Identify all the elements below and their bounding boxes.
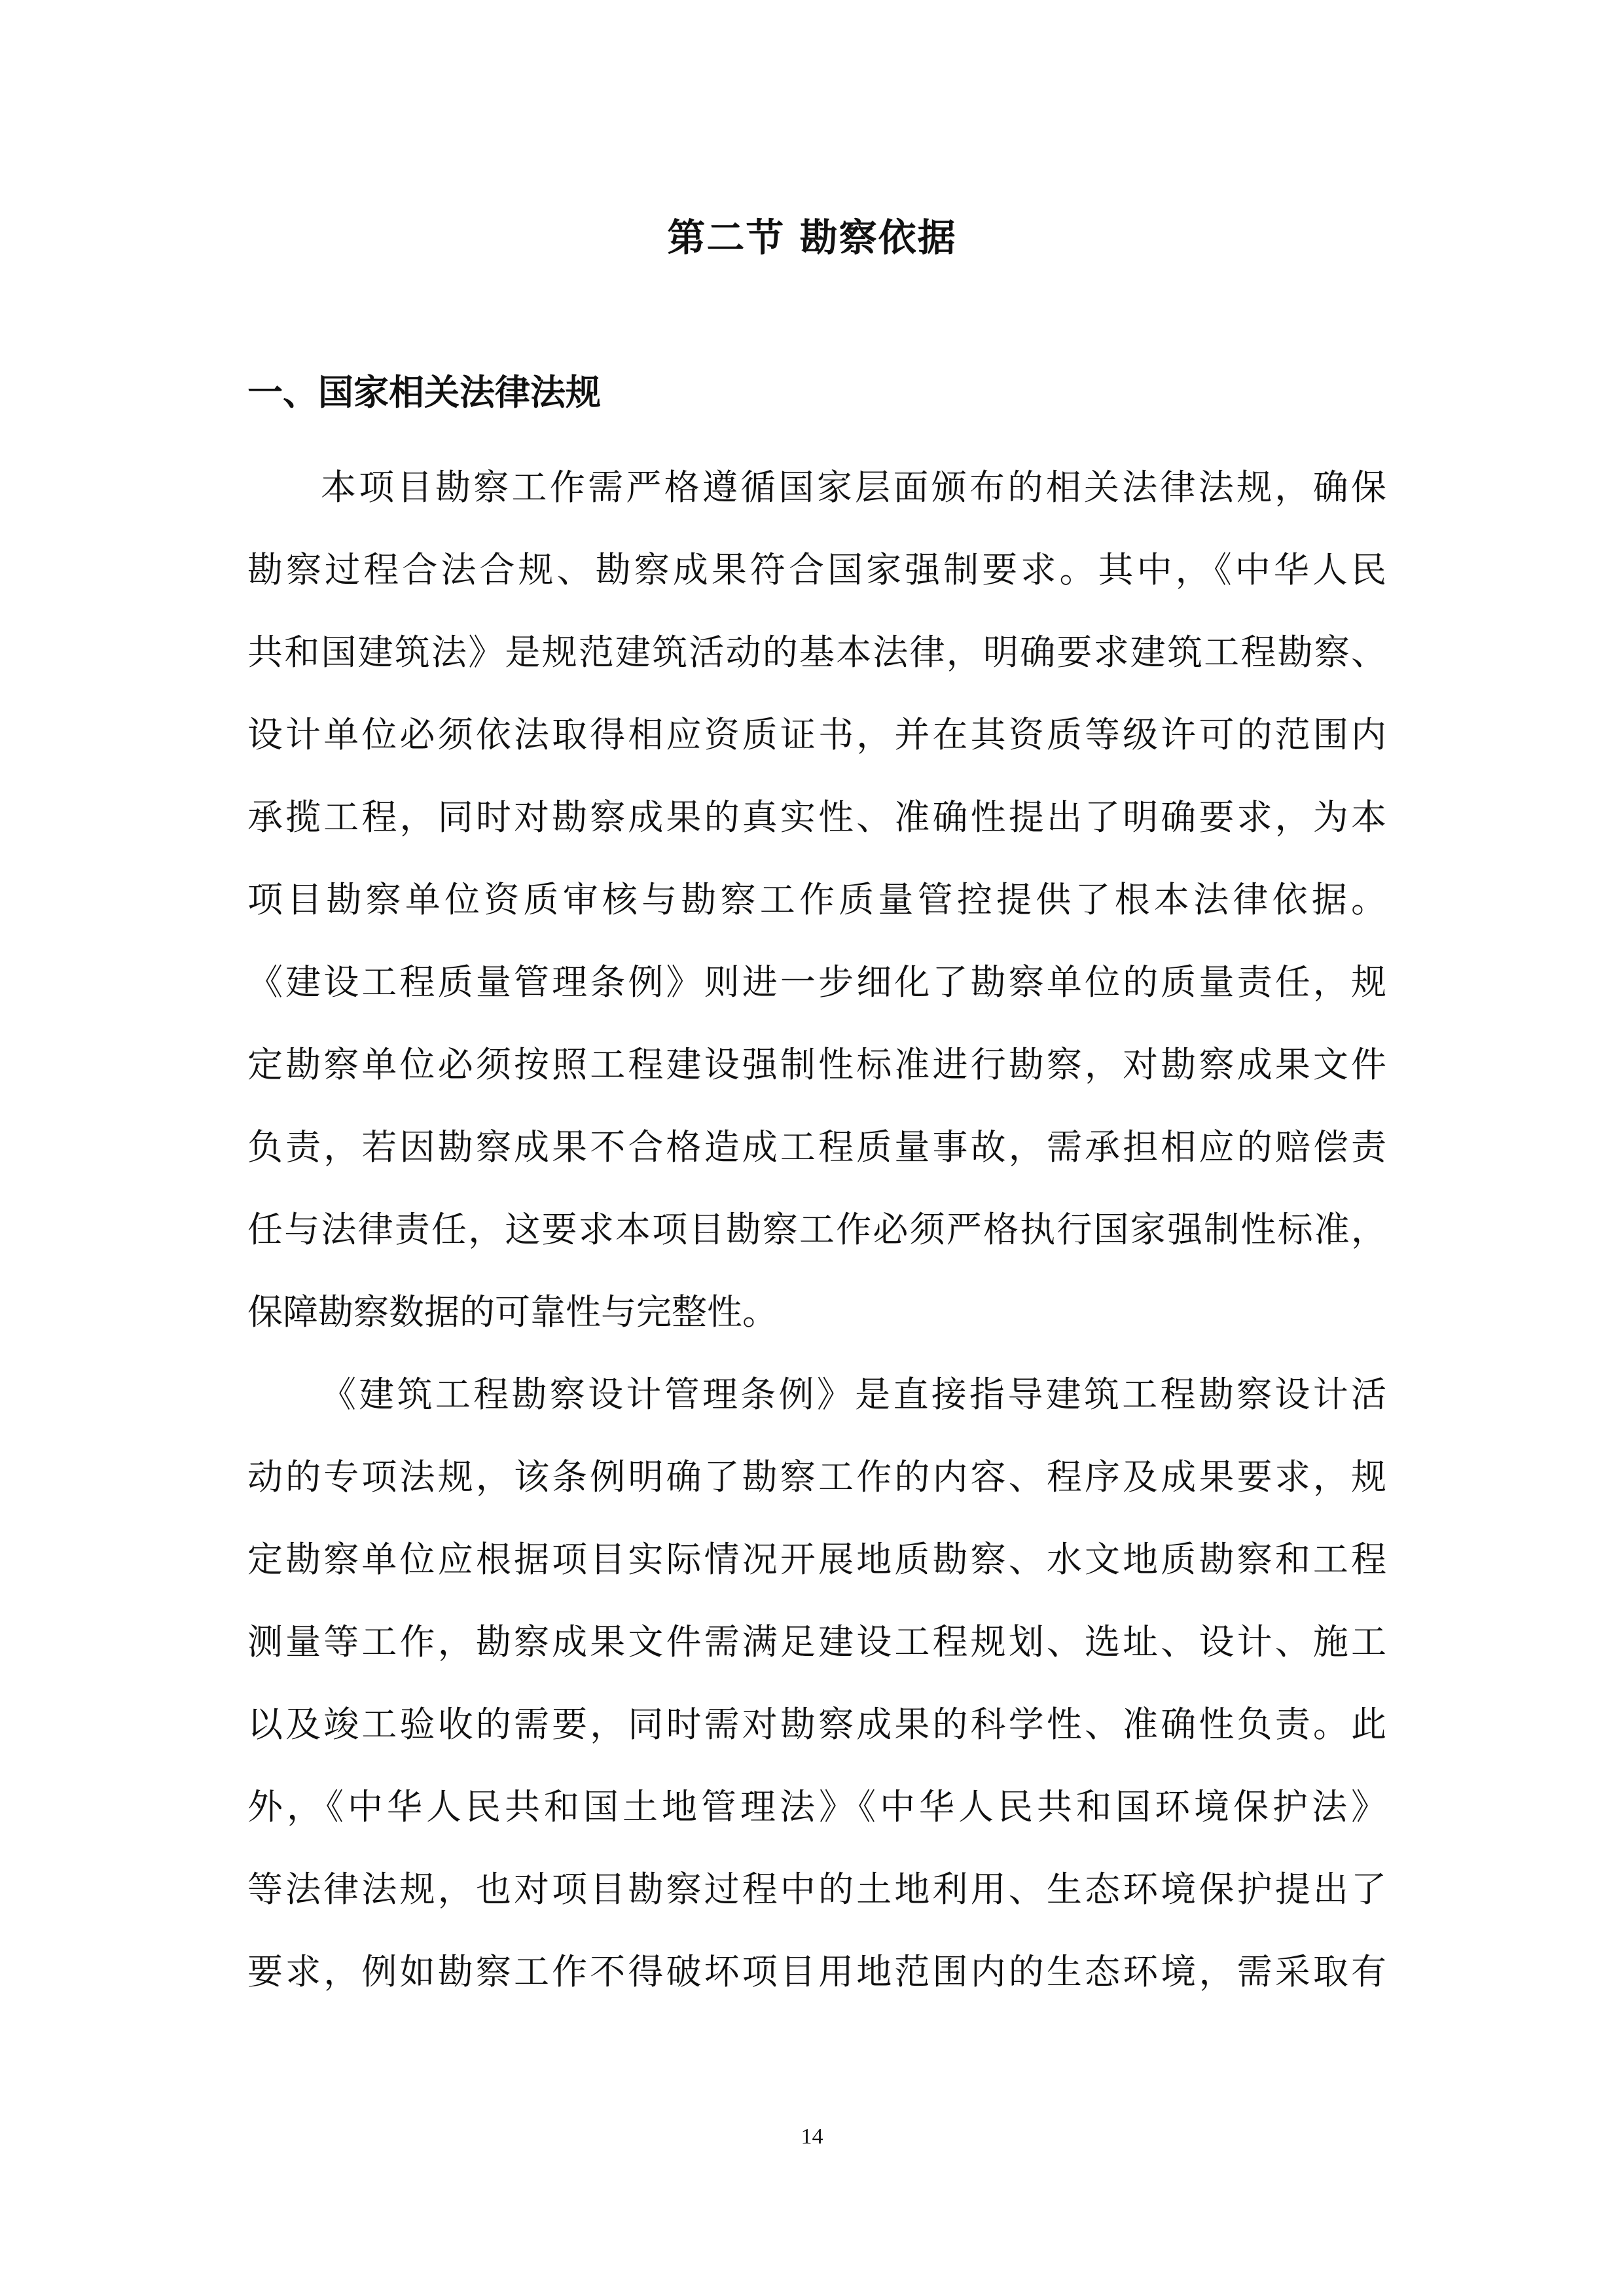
text-line: 任与法律责任，这要求本项目勘察工作必须严格执行国家强制性标准， xyxy=(247,1209,1386,1250)
text-line: 外，《中华人民共和国土地管理法》《中华人民共和国环境保护法》 xyxy=(247,1786,1386,1827)
text-line: 《建设工程质量管理条例》则进一步细化了勘察单位的质量责任，规 xyxy=(247,961,1386,1003)
text-line: 以及竣工验收的需要，同时需对勘察成果的科学性、准确性负责。此 xyxy=(247,1704,1386,1745)
text-line: 本项目勘察工作需严格遵循国家层面颁布的相关法律法规，确保 xyxy=(321,467,1386,508)
text-line: 定勘察单位应根据项目实际情况开展地质勘察、水文地质勘察和工程 xyxy=(247,1539,1386,1580)
body-text xyxy=(247,446,1386,2013)
page-number: 14 xyxy=(801,2125,823,2149)
text-line: 承揽工程，同时对勘察成果的真实性、准确性提出了明确要求，为本 xyxy=(247,797,1386,838)
text-line: 项目勘察单位资质审核与勘察工作质量管控提供了根本法律依据。 xyxy=(247,879,1386,920)
text-line: 共和国建筑法》是规范建筑活动的基本法律，明确要求建筑工程勘察、 xyxy=(247,632,1386,673)
text-line: 定勘察单位必须按照工程建设强制性标准进行勘察，对勘察成果文件 xyxy=(247,1044,1386,1085)
subsection-heading: 一、国家相关法律法规 xyxy=(247,371,601,413)
text-line: 《建筑工程勘察设计管理条例》是直接指导建筑工程勘察设计活 xyxy=(321,1374,1386,1415)
text-line: 保障勘察数据的可靠性与完整性。 xyxy=(247,1291,778,1333)
text-line: 设计单位必须依法取得相应资质证书，并在其资质等级许可的范围内 xyxy=(247,714,1386,755)
text-line: 测量等工作，勘察成果文件需满足建设工程规划、选址、设计、施工 xyxy=(247,1621,1386,1662)
text-line: 负责，若因勘察成果不合格造成工程质量事故，需承担相应的赔偿责 xyxy=(247,1126,1386,1168)
section-title: 第二节 勘察依据 xyxy=(667,215,957,260)
text-line: 要求，例如勘察工作不得破坏项目用地范围内的生态环境，需采取有 xyxy=(247,1951,1386,1992)
text-line: 勘察过程合法合规、勘察成果符合国家强制要求。其中，《中华人民 xyxy=(247,549,1386,590)
text-line: 等法律法规，也对项目勘察过程中的土地利用、生态环境保护提出了 xyxy=(247,1869,1386,1910)
text-line: 动的专项法规，该条例明确了勘察工作的内容、程序及成果要求，规 xyxy=(247,1456,1386,1498)
